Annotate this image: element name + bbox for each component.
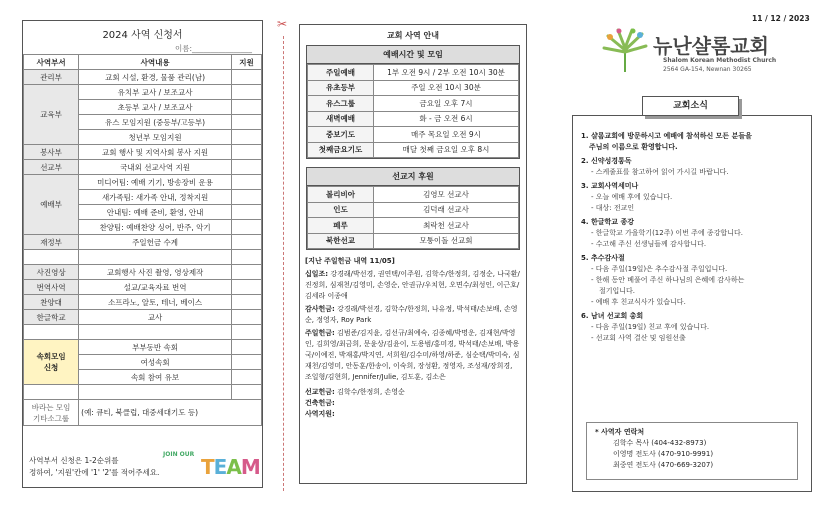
dept-cell: 교육부: [24, 85, 79, 145]
dept-cell: 번역사역: [24, 280, 79, 295]
task-cell: 초등부 교사 / 보조교사: [79, 100, 232, 115]
schedule-value: 1부 오전 9시 / 2부 오전 10시 30분: [374, 65, 519, 81]
worship-schedule: [306, 45, 520, 159]
apply-cell[interactable]: [232, 220, 262, 235]
apply-cell[interactable]: [232, 340, 262, 355]
church-name: 뉴난샬롬교회: [653, 34, 769, 58]
schedule-key: 첫째금요기도: [308, 142, 374, 158]
schedule-value: 매주 목요일 오전 9시: [374, 127, 519, 143]
task-cell: 찬양팀: 예배찬양 싱어, 반주, 악기: [79, 220, 232, 235]
schedule-key: 유초등부: [308, 80, 374, 96]
task-cell: 교회 시설, 환경, 물품 관리(남): [79, 70, 232, 85]
dept-cell: 사진영상: [24, 265, 79, 280]
registration-title: 2024 사역 신청서: [102, 30, 183, 41]
apply-cell[interactable]: [232, 265, 262, 280]
news-item-6: 6. 남녀 선교회 총회: [581, 312, 644, 320]
dept-cell: 예배부: [24, 175, 79, 235]
news-item-4: 4. 한글학교 종강: [581, 218, 634, 226]
news-item-1: 1. 샬롬교회에 방문하시고 예배에 참석하신 모든 분들을 주님의 이름으로 환영합니다.: [581, 132, 752, 151]
apply-cell[interactable]: [232, 370, 262, 385]
schedule-key: 새벽예배: [308, 111, 374, 127]
offering-list: [지난 주일헌금 내역 11/05] 십일조: 강경래/박선경, 권연택/이주원, 김학수/한정희, 김정순, 나국환/진정희, 심재천/김영미, 손영순, 안권규/우치현, 오면수/최성인, 이근호/김세라 이종애 감사헌금: 강경래/박선경, 김학수/한정희, 나유정, 박석태/손보배, 손영순, 정영자, Roy Park 주일헌금: 김범준/김지윤, 김선규/최예숙, 김종혜/박명운, 김재현/박영인, 김희영/최금희, 문윤상/김윤이, 도용범/홍미경, 박석태/손보배, 박용국/이예진, 박재홍/박지연, 서희원/김수미/하영/하준, 심순택/박미숙, 심재천/김영미, 안동훈/한송이, 이숙희, 장성환, 정영자, 조성재/장희경, 조일형/김현희, Jennifer/Julie, 김도훈, 김소은 선교헌금: 김학수/한정희, 손영순 건축헌금: 사역지원:: [305, 257, 520, 418]
schedule-key: 유스그룹: [308, 96, 374, 112]
mission-value: 최락천 선교사: [374, 218, 519, 234]
dept-cell: 속회모임 신청: [24, 340, 79, 385]
contact-line: 최중연 전도사 (470-669-3207): [613, 461, 714, 469]
mission-key: 인도: [308, 202, 374, 218]
scissors-icon: ✂: [277, 17, 288, 31]
apply-cell[interactable]: [232, 280, 262, 295]
apply-cell[interactable]: [232, 70, 262, 85]
join-label: JOIN OUR: [163, 451, 195, 458]
church-english-name: Shalom Korean Methodist Church: [663, 57, 777, 64]
apply-cell[interactable]: [232, 160, 262, 175]
apply-cell[interactable]: [232, 190, 262, 205]
registration-table: [23, 54, 262, 426]
guide-title: 교회 사역 안내: [387, 31, 439, 40]
bulletin-date: 11 / 12 / 2023: [752, 14, 810, 23]
task-cell: 유치부 교사 / 보조교사: [79, 85, 232, 100]
task-cell: 교사: [79, 310, 232, 325]
missions-names: 김학수/한정희, 손영순: [337, 388, 405, 396]
schedule-value: 매달 첫째 금요일 오후 8시: [374, 142, 519, 158]
task-cell: 소프라노, 알토, 테너, 베이스: [79, 295, 232, 310]
dept-cell: 선교부: [24, 160, 79, 175]
task-cell: 주일헌금 수계: [79, 235, 232, 250]
apply-cell[interactable]: [232, 310, 262, 325]
dept-cell: 재정부: [24, 235, 79, 250]
contact-title: * 사역자 연락처: [595, 428, 645, 436]
schedule-key: 중보기도: [308, 127, 374, 143]
header-apply: 지원: [232, 55, 262, 70]
dept-cell: 한글학교: [24, 310, 79, 325]
registration-note: 사역부서 신청은 1-2순위를 정하여, '지원'칸에 '1' '2'를 적어주세요.: [29, 456, 160, 477]
contact-box: [586, 422, 798, 480]
cut-line: [283, 36, 284, 491]
sunday-names: 김범준/김지윤, 김선규/최예숙, 김종혜/박명운, 김재현/박영인, 김희영/최금희, 문윤상/김윤이, 도용범/홍미경, 박석태/손보배, 박용국/이예진, 박재홍/박지연, 서희원/김수미/하영/하준, 심순택/박미숙, 심재천/김영미, 안동훈/한송이, 이숙희, 장성환, 정영자, 조성재/장희경, 조일형/김현희, Jennifer/Julie, 김도훈, 김소은: [305, 329, 520, 381]
task-cell: 교회 행사 및 지역사회 봉사 지원: [79, 145, 232, 160]
schedule-key: 주일예배: [308, 65, 374, 81]
ministry-guide: [299, 24, 527, 484]
apply-cell[interactable]: [232, 85, 262, 100]
schedule-value: 금요일 오후 7시: [374, 96, 519, 112]
apply-cell[interactable]: [232, 130, 262, 145]
dept-cell: 관리부: [24, 70, 79, 85]
thanks-names: 강경래/박선경, 김학수/한정희, 나유정, 박석태/손보배, 손영순, 정영자, Roy Park: [305, 305, 518, 324]
apply-cell[interactable]: [232, 175, 262, 190]
news-item-3: 3. 교회사역세미나: [581, 182, 639, 190]
news-title: 교회소식: [642, 96, 739, 116]
task-cell: 새가족팀: 새가족 안내, 정착지원: [79, 190, 232, 205]
mission-caption: 선교지 후원: [307, 168, 519, 186]
offering-title: [지난 주일헌금 내역 11/05]: [305, 257, 395, 265]
church-logo-icon: [600, 28, 650, 74]
apply-cell[interactable]: [232, 295, 262, 310]
news-list: 1. 샬롬교회에 방문하시고 예배에 참석하신 모든 분들을 주님의 이름으로 환영합니다. 2. 신약성경통독 - 스케줄표를 참고하여 읽어 가시길 바랍니다. 3. 교회사역세미나 - 오늘 예배 후에 있습니다. - 대상: 전교인 4. 한글학교 종강 - 한글학교 가을학기(12주) 이번 주에 종강합니다. - 수고해 주신 선생님들께 감사합니다. 5. 추수감사절 - 다음 주일(19일)은 추수감사절 주일입니다. - 한해 동안 베풀어 주신 하나님의 은혜에 감사하는 절기입니다. - 예배 후 친교식사가 있습니다. 6. 남녀 선교회 총회 - 다음 주일(19일) 친교 후에 있습니다. - 선교회 사역 결산 및 임원선출: [573, 116, 811, 344]
dept-cell: 봉사부: [24, 145, 79, 160]
schedule-value: 주일 오전 10시 30분: [374, 80, 519, 96]
task-cell: 미디어팀: 예배 기기, 방송장비 운용: [79, 175, 232, 190]
registration-form: [22, 20, 263, 488]
mission-support: [306, 167, 520, 250]
task-cell: 설교/교육자료 번역: [79, 280, 232, 295]
task-cell[interactable]: (예: 큐티, 북클럽, 대중세대기도 등): [79, 400, 262, 426]
apply-cell[interactable]: [232, 100, 262, 115]
task-cell: 국내외 선교사역 지원: [79, 160, 232, 175]
task-cell: 안내팀: 예배 준비, 환영, 안내: [79, 205, 232, 220]
task-cell: 속회 참여 유보: [79, 370, 232, 385]
task-cell: 청년부 모임지원: [79, 130, 232, 145]
header-task: 사역내용: [79, 55, 232, 70]
contact-line: 이영명 전도사 (470-910-9991): [613, 450, 714, 458]
team-logo: TEAM: [201, 455, 260, 479]
task-cell: 유스 모임지원 (중등부/고등부): [79, 115, 232, 130]
schedule-value: 화 - 금 오전 6시: [374, 111, 519, 127]
apply-cell[interactable]: [232, 145, 262, 160]
header-dept: 사역부서: [24, 55, 79, 70]
dept-cell: 바라는 모임 기타소그룹: [24, 400, 79, 426]
name-field[interactable]: 이름:________________: [174, 44, 252, 53]
mission-key: 볼리비아: [308, 187, 374, 203]
mission-key: 북한선교: [308, 233, 374, 249]
task-cell: 부부동반 속회: [79, 340, 232, 355]
task-cell: 여성속회: [79, 355, 232, 370]
dept-cell: 찬양대: [24, 295, 79, 310]
mission-value: 모퉁이돌 선교회: [374, 233, 519, 249]
apply-cell[interactable]: [232, 205, 262, 220]
mission-value: 김영모 선교사: [374, 187, 519, 203]
mission-value: 김덕래 선교사: [374, 202, 519, 218]
mission-key: 페루: [308, 218, 374, 234]
apply-cell[interactable]: [232, 235, 262, 250]
task-cell: 교회행사 사진 촬영, 영상제작: [79, 265, 232, 280]
church-address: 2564 GA-154, Newnan 30265: [663, 66, 752, 73]
news-item-2: 2. 신약성경통독: [581, 157, 632, 165]
tithe-names: 강경래/박선경, 권연택/이주원, 김학수/한정희, 김정순, 나국환/진정희, 심재천/김영미, 손영순, 안권규/우치현, 오면수/최성인, 이근호/김세라 이종애: [305, 270, 520, 300]
worship-caption: 예배시간 및 모임: [307, 46, 519, 64]
contact-line: 김학수 목사 (404-432-8973): [613, 439, 707, 447]
apply-cell[interactable]: [232, 355, 262, 370]
apply-cell[interactable]: [232, 115, 262, 130]
news-item-5: 5. 추수감사절: [581, 254, 625, 262]
